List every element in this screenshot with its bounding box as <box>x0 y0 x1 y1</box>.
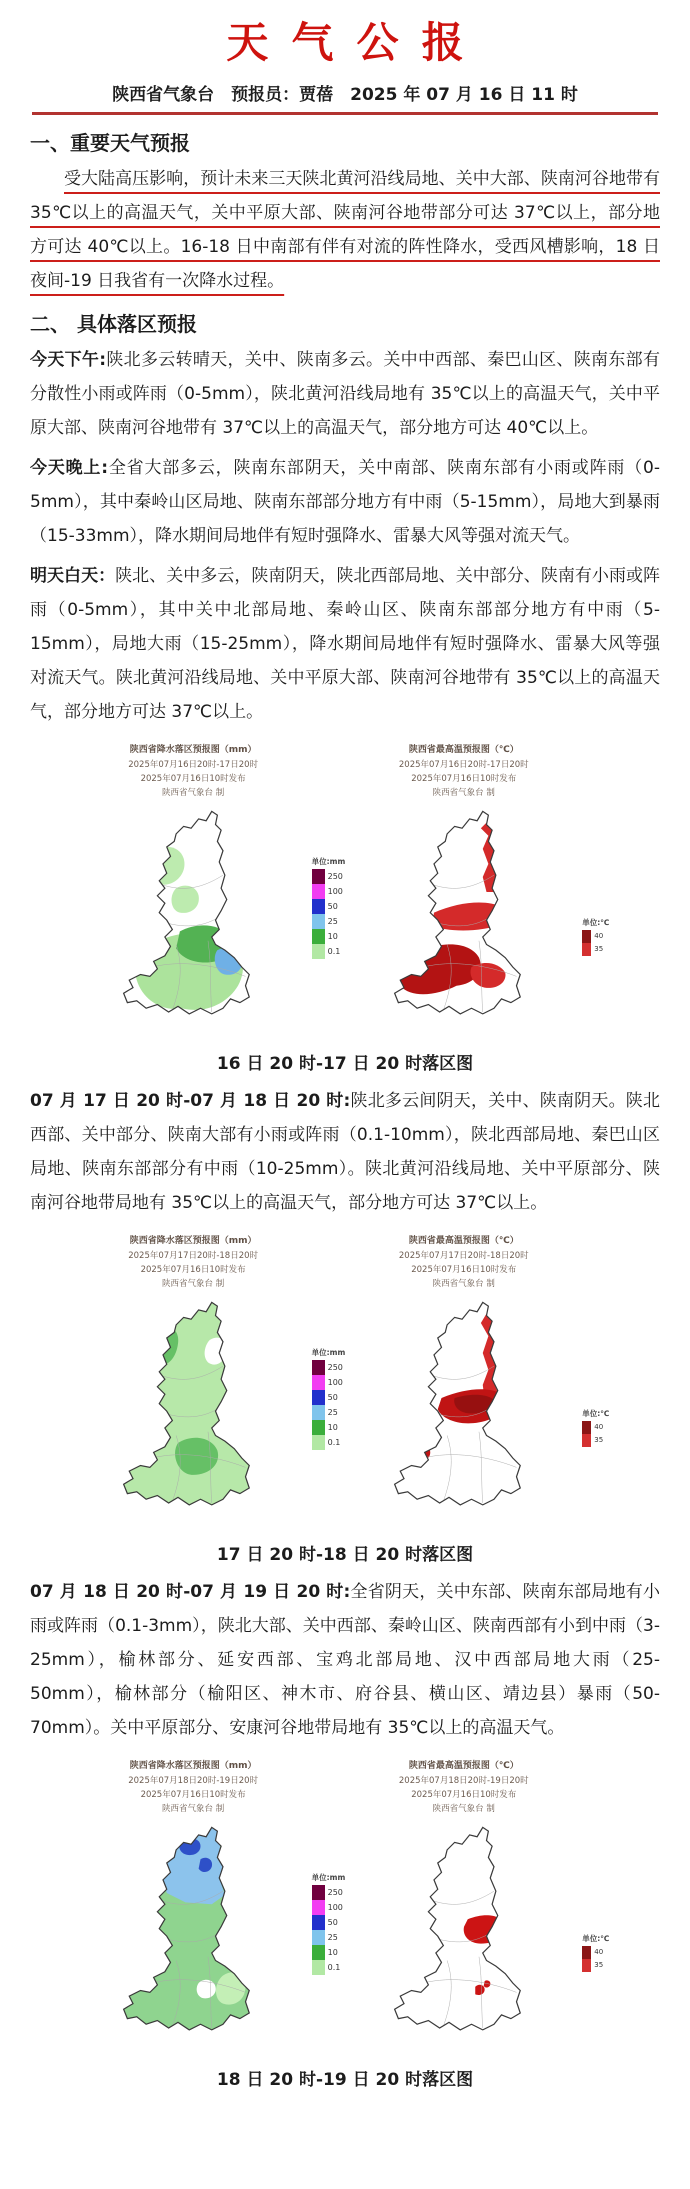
map-title: 陕西省最高温预报图（℃） <box>408 1760 519 1771</box>
legend-value: 10 <box>327 1422 338 1432</box>
paragraph-day2 <box>30 1084 660 1220</box>
legend-swatch <box>312 1360 325 1375</box>
legend-row <box>312 1375 346 1390</box>
legend-swatch <box>312 884 325 899</box>
legend-value: 0.1 <box>327 946 341 956</box>
legend-value: 50 <box>327 1917 338 1927</box>
paragraph-tomorrow-day <box>30 559 660 729</box>
legend-value: 40 <box>594 1948 604 1957</box>
legend-value: 50 <box>327 1392 338 1402</box>
page-title: 天气公报 <box>226 18 487 67</box>
map-maker: 陕西省气象台 制 <box>162 1803 225 1814</box>
province-map <box>389 1293 539 1518</box>
legend-row <box>312 1360 346 1375</box>
map-caption-day2: 17 日 20 时-18 日 20 时落区图 <box>216 1544 474 1565</box>
legend-unit-label: 单位:℃ <box>582 918 610 928</box>
legend-swatch <box>312 1930 325 1945</box>
precip-map-day1 <box>81 743 306 1027</box>
legend-swatch <box>312 1420 325 1435</box>
legend-row <box>312 1435 346 1450</box>
legend-row <box>582 943 609 956</box>
map-region <box>159 1825 225 1904</box>
map-issued: 2025年07月16日10时发布 <box>140 773 246 784</box>
legend-row <box>312 1885 346 1900</box>
subtitle: 陕西省气象台 预报员：贾蓓 2025 年 07 月 16 日 11 时 <box>32 80 658 115</box>
province-map <box>118 802 268 1027</box>
legend-row <box>312 899 346 914</box>
legend-value: 40 <box>594 932 604 941</box>
section2-heading: 二、 具体落区预报 <box>30 312 197 336</box>
precip-legend <box>312 1347 346 1450</box>
province-map <box>118 1293 268 1518</box>
legend-value: 25 <box>327 1932 338 1942</box>
paragraph-today-afternoon <box>30 343 660 445</box>
legend-swatch <box>312 869 325 884</box>
legend-unit-label: 单位:℃ <box>582 1409 610 1419</box>
temp-map-day1 <box>351 743 576 1027</box>
legend-swatch <box>582 930 591 943</box>
province-map-svg <box>351 802 576 1027</box>
temp-legend <box>582 1408 609 1447</box>
map-issued: 2025年07月16日10时发布 <box>140 1789 246 1800</box>
map-region <box>463 1915 505 1943</box>
temp-legend <box>582 1933 609 1972</box>
map-region <box>454 1395 496 1414</box>
map-period: 2025年07月17日20时-18日20时 <box>128 1250 259 1261</box>
legend-value: 35 <box>594 1436 604 1445</box>
map-issued: 2025年07月16日10时发布 <box>411 1789 517 1800</box>
map-period: 2025年07月16日20时-17日20时 <box>128 759 259 770</box>
legend-row <box>582 1421 609 1434</box>
province-map-svg <box>81 1293 306 1518</box>
legend-swatch <box>582 943 591 956</box>
temp-map-day2 <box>351 1234 576 1518</box>
legend-swatch <box>312 1960 325 1975</box>
paragraph-text: 陕北、关中多云，陕南阴天，陕北西部局地、关中部分、陕南有小雨或阵雨（0-5mm），其中关中北部局地、秦岭山区、陕南东部部分地方有中雨（5-15mm），局地大雨（15-25mm），降水期间局地伴有短时强降水、雷暴大风等强对流天气。陕北黄河沿线局地、关中平原大部、陕南河谷地带有 35℃以上的高温天气，部分地方可达 37℃以上。 <box>30 566 661 722</box>
map-figure-day3 <box>30 1759 660 2090</box>
legend-row <box>582 1946 609 1959</box>
legend-value: 100 <box>327 886 343 896</box>
legend-value: 50 <box>327 901 338 911</box>
map-period: 2025年07月17日20时-18日20时 <box>398 1250 529 1261</box>
paragraph-day3 <box>30 1575 660 1745</box>
legend-unit-label: 单位:℃ <box>582 1934 610 1944</box>
map-region <box>124 1302 250 1505</box>
legend-swatch <box>312 914 325 929</box>
legend-value: 25 <box>327 916 338 926</box>
legend-row <box>312 1405 346 1420</box>
map-title: 陕西省最高温预报图（℃） <box>408 745 519 755</box>
legend-value: 250 <box>327 1362 343 1372</box>
legend-value: 10 <box>327 931 338 941</box>
temp-map-day3 <box>351 1759 576 2043</box>
province-map <box>118 1818 268 2043</box>
legend-swatch <box>582 1434 591 1447</box>
legend-swatch <box>312 1900 325 1915</box>
legend-value: 100 <box>327 1902 343 1912</box>
province-map <box>389 802 539 1027</box>
paragraph-text: 全省大部多云，陕南东部阴天，关中南部、陕南东部有小雨或阵雨（0-5mm），其中秦岭山区局地、陕南东部部分地方有中雨（5-15mm），局地大到暴雨（15-33mm），降水期间局地伴有短时强降水、雷暴大风等强对流天气。 <box>30 458 660 546</box>
precip-legend <box>312 1872 346 1975</box>
legend-value: 25 <box>327 1407 338 1417</box>
legend-row <box>312 1390 346 1405</box>
map-maker: 陕西省气象台 制 <box>162 787 225 798</box>
legend-value: 0.1 <box>327 1437 341 1447</box>
paragraph-text: 全省阴天，关中东部、陕南东部局地有小雨或阵雨（0.1-3mm），陕北大部、关中西部、秦岭山区、陕南西部有小到中雨（3-25mm），榆林部分、延安西部、宝鸡北部局地、汉中西部局地大雨（25-50mm），榆林部分（榆阳区、神木市、府谷县、横山区、靖边县）暴雨（50-70mm）。关中平原部分、安康河谷地带局地有 35℃以上的高温天气。 <box>30 1581 661 1738</box>
province-map-svg <box>81 1818 306 2043</box>
legend-value: 250 <box>327 871 343 881</box>
legend-row <box>312 1960 346 1975</box>
legend-swatch <box>582 1421 591 1434</box>
map-maker: 陕西省气象台 制 <box>432 1803 495 1814</box>
legend-row <box>312 1420 346 1435</box>
map-maker: 陕西省气象台 制 <box>162 1278 225 1289</box>
map-title: 陕西省降水落区预报图（mm） <box>129 1235 257 1246</box>
paragraph-lead: 07 月 17 日 20 时-07 月 18 日 20 时: <box>30 1090 351 1111</box>
map-caption-day1: 16 日 20 时-17 日 20 时落区图 <box>216 1053 474 1074</box>
legend-row <box>582 1434 609 1447</box>
map-title: 陕西省降水落区预报图（mm） <box>129 745 257 755</box>
legend-row <box>312 944 346 959</box>
legend-value: 0.1 <box>327 1962 341 1972</box>
province-map-svg <box>351 1293 576 1518</box>
legend-swatch <box>312 899 325 914</box>
legend-row <box>312 914 346 929</box>
legend-row <box>312 1930 346 1945</box>
temp-legend <box>582 917 609 956</box>
province-map-svg <box>81 802 306 1027</box>
map-period: 2025年07月18日20时-19日20时 <box>398 1775 529 1786</box>
map-issued: 2025年07月16日10时发布 <box>411 1264 517 1275</box>
precip-map-day2 <box>81 1234 306 1518</box>
map-maker: 陕西省气象台 制 <box>432 787 495 798</box>
map-region <box>180 1838 201 1854</box>
paragraph-tonight <box>30 451 660 553</box>
paragraph-lead: 明天白天： <box>30 566 116 586</box>
legend-value: 35 <box>594 945 604 954</box>
legend-value: 40 <box>594 1423 604 1432</box>
paragraph-lead: 07 月 18 日 20 时-07 月 19 日 20 时: <box>30 1581 351 1602</box>
legend-row <box>312 1900 346 1915</box>
legend-row <box>312 869 346 884</box>
map-period: 2025年07月18日20时-19日20时 <box>128 1775 259 1786</box>
map-figure-day2 <box>30 1234 660 1565</box>
paragraph-text: 陕北多云间阴天，关中、陕南阴天。陕北西部、关中部分、陕南大部有小雨或阵雨（0.1-10mm），陕北西部局地、秦巴山区局地、陕南东部部分有中雨（10-25mm）。陕北黄河沿线局地、关中平原部分、陕南河谷地带局地有 35℃以上的高温天气，部分地方可达 37℃以上。 <box>30 1090 661 1213</box>
province-map-svg <box>351 1818 576 2043</box>
legend-value: 10 <box>327 1947 338 1957</box>
map-region <box>223 1319 236 1335</box>
map-title: 陕西省最高温预报图（℃） <box>408 1235 519 1246</box>
precip-legend <box>312 856 346 959</box>
map-caption-day3: 18 日 20 时-19 日 20 时落区图 <box>216 2069 474 2090</box>
legend-value: 35 <box>594 1961 604 1970</box>
section1-paragraph: 受大陆高压影响，预计未来三天陕北黄河沿线局地、关中大部、陕南河谷地带有 35℃以上的高温天气，关中平原大部、陕南河谷地带部分可达 37℃以上，部分地方可达 40℃以上。16-18 日中南部有伴有对流的阵性降水，受西风槽影响，18 日夜间-19 日我省有一次降水过程。 <box>30 169 660 291</box>
legend-row <box>582 1959 609 1972</box>
legend-swatch <box>312 1945 325 1960</box>
legend-swatch <box>312 1390 325 1405</box>
legend-swatch <box>312 1885 325 1900</box>
legend-swatch <box>312 944 325 959</box>
legend-row <box>312 1915 346 1930</box>
legend-row <box>582 930 609 943</box>
legend-swatch <box>312 1435 325 1450</box>
legend-row <box>312 929 346 944</box>
map-figure-day1 <box>30 743 660 1074</box>
paragraph-lead: 今天下午: <box>30 350 107 370</box>
legend-row <box>312 884 346 899</box>
map-issued: 2025年07月16日10时发布 <box>140 1264 246 1275</box>
paragraph-lead: 今天晚上: <box>30 458 109 478</box>
legend-value: 250 <box>327 1887 343 1897</box>
precip-map-day3 <box>81 1759 306 2043</box>
legend-value: 100 <box>327 1377 343 1387</box>
legend-swatch <box>312 929 325 944</box>
legend-unit-label: 单位:mm <box>311 1348 346 1358</box>
legend-swatch <box>582 1946 591 1959</box>
paragraph-text: 陕北多云转晴天，关中、陕南多云。关中中西部、秦巴山区、陕南东部有分散性小雨或阵雨（0-5mm），陕北黄河沿线局地有 35℃以上的高温天气，关中平原大部、陕南河谷地带有 37℃以上的高温天气，部分地方可达 40℃以上。 <box>30 350 660 438</box>
legend-row <box>312 1945 346 1960</box>
map-title: 陕西省降水落区预报图（mm） <box>129 1760 257 1771</box>
province-fill <box>394 1827 520 2030</box>
province-map <box>389 1818 539 2043</box>
legend-swatch <box>312 1375 325 1390</box>
legend-swatch <box>312 1405 325 1420</box>
map-issued: 2025年07月16日10时发布 <box>411 773 517 784</box>
section1-heading: 一、重要天气预报 <box>30 131 190 155</box>
legend-swatch <box>312 1915 325 1930</box>
legend-unit-label: 单位:mm <box>311 857 346 867</box>
map-maker: 陕西省气象台 制 <box>432 1278 495 1289</box>
legend-unit-label: 单位:mm <box>311 1873 346 1883</box>
legend-swatch <box>582 1959 591 1972</box>
map-period: 2025年07月16日20时-17日20时 <box>398 759 529 770</box>
